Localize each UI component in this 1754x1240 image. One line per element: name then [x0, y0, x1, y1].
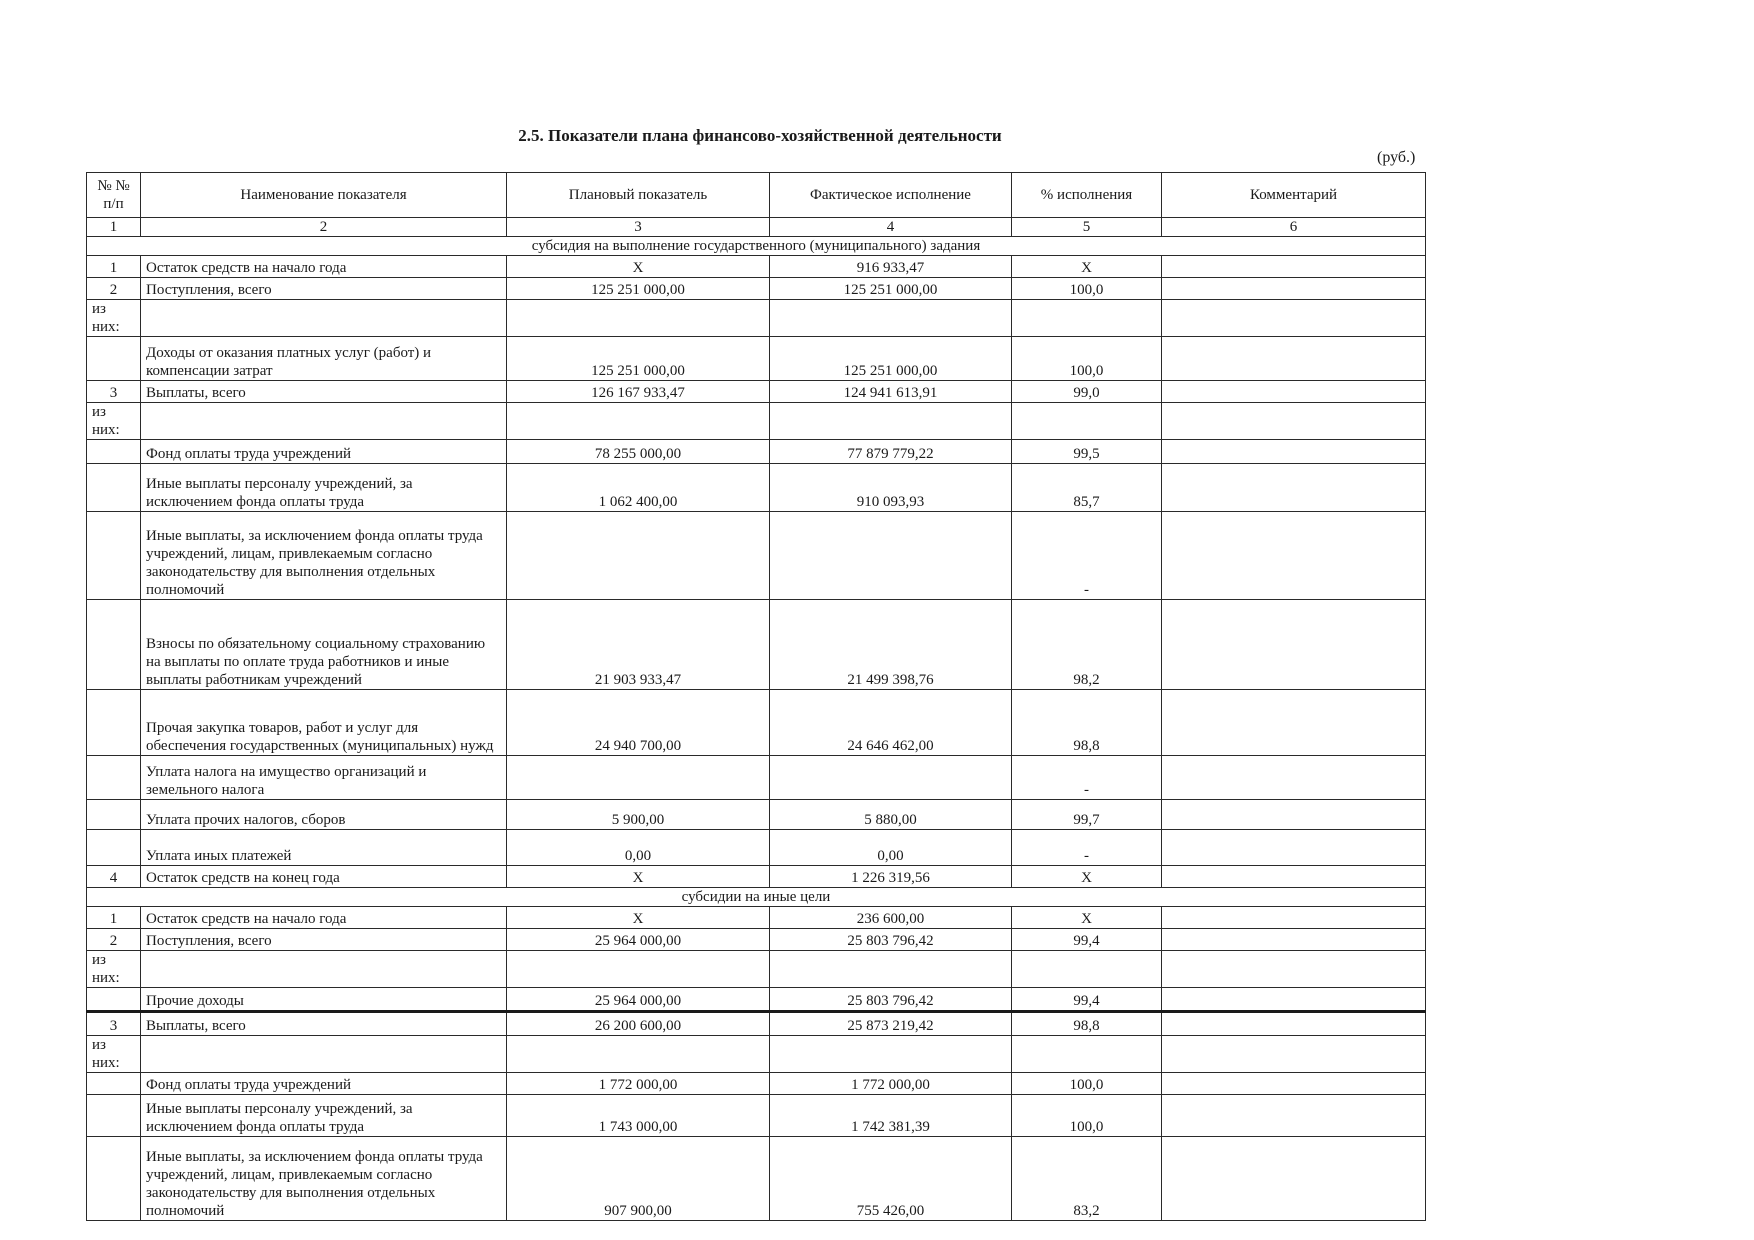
comment-cell: [1162, 866, 1426, 888]
row-number: [87, 756, 141, 800]
percent-value: 98,8: [1012, 1012, 1162, 1036]
empty-cell: [1162, 300, 1426, 337]
column-number: 2: [141, 218, 507, 237]
plan-value: [507, 512, 770, 600]
row-number: [87, 337, 141, 381]
comment-cell: [1162, 1073, 1426, 1095]
table-row: [87, 1095, 1426, 1137]
table-header-row: [87, 173, 1426, 218]
table-row: [87, 988, 1426, 1012]
percent-value: 100,0: [1012, 337, 1162, 381]
percent-value: 83,2: [1012, 1137, 1162, 1221]
percent-value: 98,2: [1012, 600, 1162, 690]
indicator-name: Уплата налога на имущество организаций и земельного налога: [141, 756, 507, 800]
comment-cell: [1162, 690, 1426, 756]
table-row: [87, 830, 1426, 866]
empty-cell: [507, 951, 770, 988]
fact-value: 1 226 319,56: [770, 866, 1012, 888]
percent-value: -: [1012, 756, 1162, 800]
column-number: 6: [1162, 218, 1426, 237]
plan-value: X: [507, 256, 770, 278]
comment-cell: [1162, 381, 1426, 403]
table-row: [87, 800, 1426, 830]
table-row: [87, 690, 1426, 756]
row-number: [87, 1095, 141, 1137]
empty-cell: [1162, 1036, 1426, 1073]
empty-cell: [1162, 403, 1426, 440]
header-cell-percent: % исполнения: [1012, 173, 1162, 218]
fact-value: 125 251 000,00: [770, 337, 1012, 381]
fact-value: 25 873 219,42: [770, 1012, 1012, 1036]
table-row: [87, 1073, 1426, 1095]
row-number: [87, 1073, 141, 1095]
table-row: [87, 929, 1426, 951]
fact-value: 21 499 398,76: [770, 600, 1012, 690]
fact-value: [770, 756, 1012, 800]
plan-value: 1 062 400,00: [507, 464, 770, 512]
indicator-name: Иные выплаты персоналу учреждений, за исключением фонда оплаты труда: [141, 1095, 507, 1137]
indicator-name: Уплата прочих налогов, сборов: [141, 800, 507, 830]
table-row: [87, 1137, 1426, 1221]
column-number: 4: [770, 218, 1012, 237]
fact-value: [770, 512, 1012, 600]
comment-cell: [1162, 929, 1426, 951]
percent-value: 100,0: [1012, 278, 1162, 300]
plan-value: [507, 756, 770, 800]
comment-cell: [1162, 1012, 1426, 1036]
table-row: [87, 866, 1426, 888]
table-row: [87, 381, 1426, 403]
percent-value: 99,7: [1012, 800, 1162, 830]
table-row: [87, 278, 1426, 300]
subheader-label: из них:: [87, 403, 141, 440]
subheader-label: из них:: [87, 951, 141, 988]
indicator-name: Выплаты, всего: [141, 381, 507, 403]
plan-value: 0,00: [507, 830, 770, 866]
subheader-label: из них:: [87, 1036, 141, 1073]
row-number: 4: [87, 866, 141, 888]
comment-cell: [1162, 1137, 1426, 1221]
empty-cell: [770, 951, 1012, 988]
section-title-row: [87, 237, 1426, 256]
indicator-name: Прочие доходы: [141, 988, 507, 1012]
comment-cell: [1162, 512, 1426, 600]
row-number: [87, 830, 141, 866]
table-row: [87, 440, 1426, 464]
empty-cell: [141, 951, 507, 988]
percent-value: 100,0: [1012, 1073, 1162, 1095]
indicator-name: Иные выплаты, за исключением фонда оплаты труда учреждений, лицам, привлекаемым согласно законодательству для выполнения отдельных полномочий: [141, 512, 507, 600]
document-title: 2.5. Показатели плана финансово-хозяйственной деятельности: [518, 126, 1002, 145]
percent-value: 98,8: [1012, 690, 1162, 756]
percent-value: -: [1012, 830, 1162, 866]
subheader-row: [87, 951, 1426, 988]
indicator-name: Выплаты, всего: [141, 1012, 507, 1036]
comment-cell: [1162, 337, 1426, 381]
table-row: [87, 756, 1426, 800]
plan-value: X: [507, 866, 770, 888]
percent-value: 100,0: [1012, 1095, 1162, 1137]
row-number: 2: [87, 929, 141, 951]
row-number: [87, 512, 141, 600]
table-row: [87, 1012, 1426, 1036]
row-number: 1: [87, 907, 141, 929]
plan-value: 5 900,00: [507, 800, 770, 830]
row-number: 3: [87, 381, 141, 403]
indicator-name: Взносы по обязательному социальному страхованию на выплаты по оплате труда работников и иные выплаты работникам учреждений: [141, 600, 507, 690]
plan-value: 1 743 000,00: [507, 1095, 770, 1137]
fact-value: 124 941 613,91: [770, 381, 1012, 403]
subheader-row: [87, 300, 1426, 337]
header-cell-comment: Комментарий: [1162, 173, 1426, 218]
empty-cell: [1012, 403, 1162, 440]
section-title-row: [87, 888, 1426, 907]
row-number: 1: [87, 256, 141, 278]
column-number: 3: [507, 218, 770, 237]
fact-value: 0,00: [770, 830, 1012, 866]
table-row: [87, 464, 1426, 512]
fact-value: 24 646 462,00: [770, 690, 1012, 756]
indicator-name: Остаток средств на начало года: [141, 907, 507, 929]
indicator-name: Прочая закупка товаров, работ и услуг для обеспечения государственных (муниципальных) нужд: [141, 690, 507, 756]
row-number: [87, 800, 141, 830]
fact-value: 916 933,47: [770, 256, 1012, 278]
percent-value: 99,5: [1012, 440, 1162, 464]
header-cell-plan: Плановый показатель: [507, 173, 770, 218]
percent-value: 85,7: [1012, 464, 1162, 512]
row-number: [87, 600, 141, 690]
fact-value: 5 880,00: [770, 800, 1012, 830]
empty-cell: [770, 300, 1012, 337]
plan-value: 1 772 000,00: [507, 1073, 770, 1095]
table-row: [87, 907, 1426, 929]
indicator-name: Фонд оплаты труда учреждений: [141, 1073, 507, 1095]
plan-value: 907 900,00: [507, 1137, 770, 1221]
plan-value: 26 200 600,00: [507, 1012, 770, 1036]
indicator-name: Иные выплаты персоналу учреждений, за исключением фонда оплаты труда: [141, 464, 507, 512]
empty-cell: [141, 403, 507, 440]
table-row: [87, 512, 1426, 600]
percent-value: X: [1012, 866, 1162, 888]
percent-value: 99,4: [1012, 988, 1162, 1012]
empty-cell: [770, 403, 1012, 440]
fact-value: 1 742 381,39: [770, 1095, 1012, 1137]
percent-value: 99,4: [1012, 929, 1162, 951]
fact-value: 125 251 000,00: [770, 278, 1012, 300]
comment-cell: [1162, 830, 1426, 866]
indicator-name: Поступления, всего: [141, 929, 507, 951]
plan-value: X: [507, 907, 770, 929]
table-row: [87, 337, 1426, 381]
empty-cell: [770, 1036, 1012, 1073]
fact-value: 25 803 796,42: [770, 988, 1012, 1012]
subheader-row: [87, 403, 1426, 440]
percent-value: X: [1012, 256, 1162, 278]
fact-value: 755 426,00: [770, 1137, 1012, 1221]
empty-cell: [507, 1036, 770, 1073]
plan-value: 24 940 700,00: [507, 690, 770, 756]
fact-value: 236 600,00: [770, 907, 1012, 929]
empty-cell: [1012, 951, 1162, 988]
table-row: [87, 256, 1426, 278]
row-number: [87, 440, 141, 464]
plan-value: 126 167 933,47: [507, 381, 770, 403]
empty-cell: [1162, 951, 1426, 988]
comment-cell: [1162, 907, 1426, 929]
fact-value: 1 772 000,00: [770, 1073, 1012, 1095]
column-number: 1: [87, 218, 141, 237]
indicator-name: Поступления, всего: [141, 278, 507, 300]
indicator-name: Доходы от оказания платных услуг (работ) и компенсации затрат: [141, 337, 507, 381]
fact-value: 77 879 779,22: [770, 440, 1012, 464]
subheader-row: [87, 1036, 1426, 1073]
plan-value: 125 251 000,00: [507, 278, 770, 300]
subheader-label: из них:: [87, 300, 141, 337]
financial-plan-table: [86, 172, 1426, 1221]
indicator-name: Остаток средств на конец года: [141, 866, 507, 888]
column-number-row: [87, 218, 1426, 237]
plan-value: 25 964 000,00: [507, 929, 770, 951]
column-number: 5: [1012, 218, 1162, 237]
fact-value: 25 803 796,42: [770, 929, 1012, 951]
comment-cell: [1162, 464, 1426, 512]
empty-cell: [1012, 300, 1162, 337]
comment-cell: [1162, 1095, 1426, 1137]
header-cell-name: Наименование показателя: [141, 173, 507, 218]
header-cell-number: № № п/п: [87, 173, 141, 218]
empty-cell: [507, 403, 770, 440]
row-number: 3: [87, 1012, 141, 1036]
indicator-name: Уплата иных платежей: [141, 830, 507, 866]
plan-value: 125 251 000,00: [507, 337, 770, 381]
currency-unit: (руб.): [1377, 149, 1416, 166]
fact-value: 910 093,93: [770, 464, 1012, 512]
comment-cell: [1162, 600, 1426, 690]
indicator-name: Фонд оплаты труда учреждений: [141, 440, 507, 464]
plan-value: 25 964 000,00: [507, 988, 770, 1012]
percent-value: 99,0: [1012, 381, 1162, 403]
indicator-name: Иные выплаты, за исключением фонда оплаты труда учреждений, лицам, привлекаемым согласно законодательству для выполнения отдельных полномочий: [141, 1137, 507, 1221]
comment-cell: [1162, 800, 1426, 830]
header-cell-fact: Фактическое исполнение: [770, 173, 1012, 218]
comment-cell: [1162, 756, 1426, 800]
comment-cell: [1162, 256, 1426, 278]
comment-cell: [1162, 988, 1426, 1012]
percent-value: -: [1012, 512, 1162, 600]
row-number: [87, 690, 141, 756]
percent-value: X: [1012, 907, 1162, 929]
comment-cell: [1162, 278, 1426, 300]
section-title: субсидии на иные цели: [87, 888, 1426, 907]
row-number: [87, 988, 141, 1012]
indicator-name: Остаток средств на начало года: [141, 256, 507, 278]
plan-value: 21 903 933,47: [507, 600, 770, 690]
plan-value: 78 255 000,00: [507, 440, 770, 464]
row-number: [87, 464, 141, 512]
comment-cell: [1162, 440, 1426, 464]
row-number: 2: [87, 278, 141, 300]
table-row: [87, 600, 1426, 690]
empty-cell: [507, 300, 770, 337]
empty-cell: [141, 1036, 507, 1073]
section-title: субсидия на выполнение государственного (муниципального) задания: [87, 237, 1426, 256]
empty-cell: [1012, 1036, 1162, 1073]
empty-cell: [141, 300, 507, 337]
row-number: [87, 1137, 141, 1221]
